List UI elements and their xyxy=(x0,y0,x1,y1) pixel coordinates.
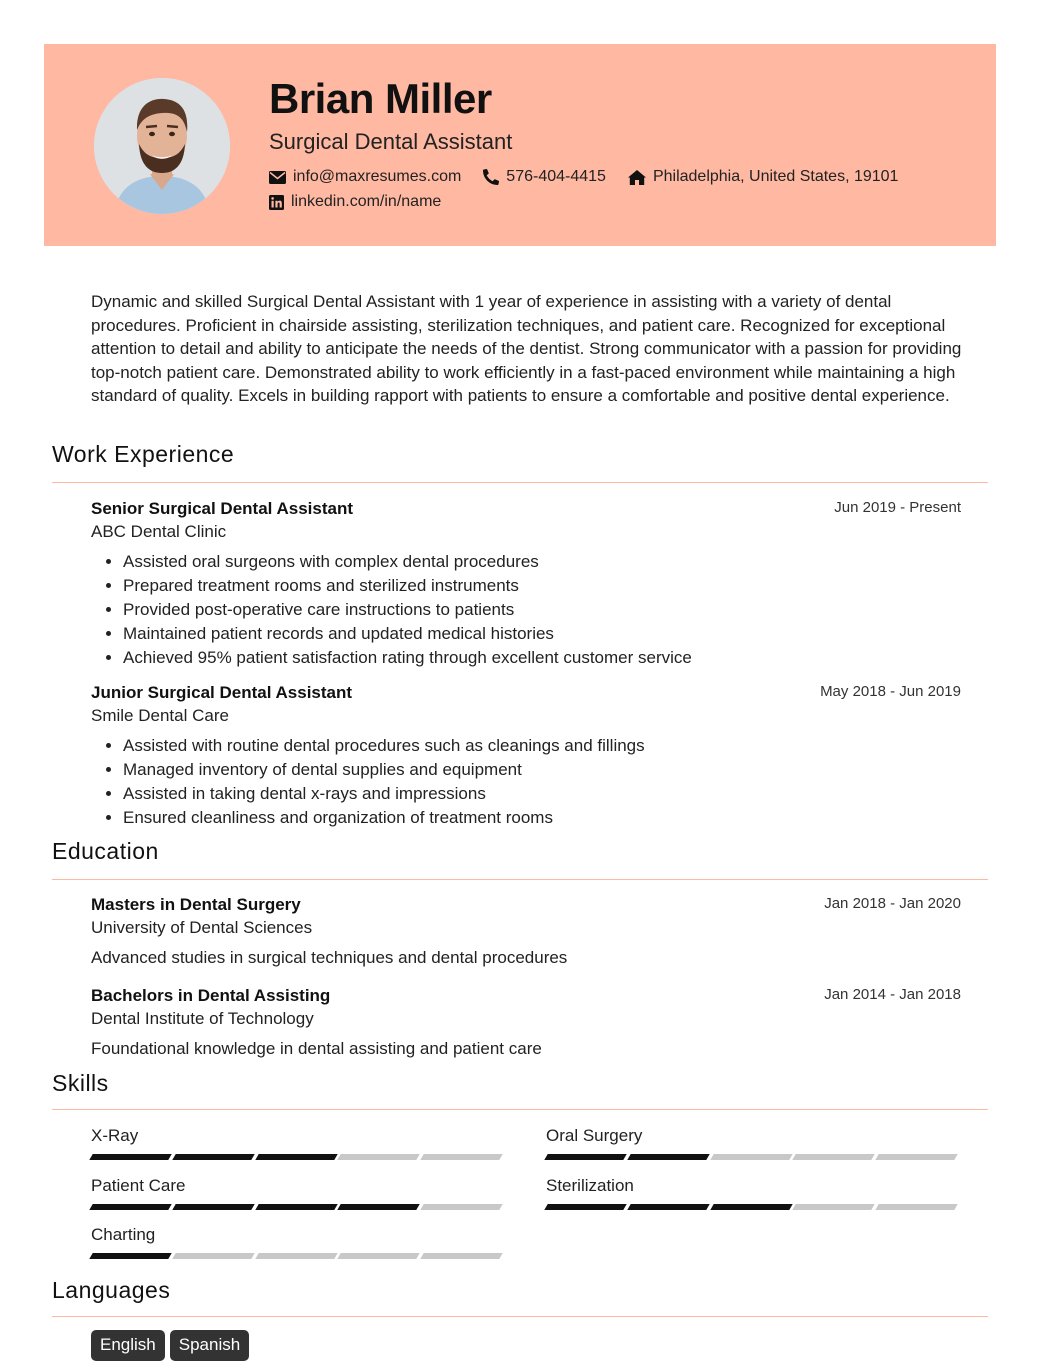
education-entry xyxy=(91,893,961,969)
skill-level-segment xyxy=(710,1154,793,1160)
skill-level-bar xyxy=(546,1204,960,1210)
skill-name: Charting xyxy=(91,1225,156,1244)
address-text: Philadelphia, United States, 19101 xyxy=(652,168,899,185)
skill-level-segment xyxy=(255,1154,338,1160)
education-entry xyxy=(91,984,961,1060)
contact-phone[interactable] xyxy=(483,168,606,186)
education-description: Advanced studies in surgical techniques and dental procedures xyxy=(91,948,568,967)
contact-info xyxy=(269,166,969,216)
candidate-name: Brian Miller xyxy=(269,75,492,122)
skill-level-bar xyxy=(91,1253,505,1259)
degree-title: Masters in Dental Surgery xyxy=(91,895,301,914)
summary-paragraph: Dynamic and skilled Surgical Dental Assistant with 1 year of experience in assisting with a variety of dental procedures. Proficient in chairside assisting, sterilization techniques, and patient care. Recognized for exceptional attention to detail and ability to anticipate the needs of the dentist. Strong communicator with a passion for providing top-notch patient care. Demonstrated ability to work efficiently in a fast-paced environment while maintaining a high standard of quality. Excels in building rapport with patients to ensure a comfortable and positive dental experience. xyxy=(91,292,962,405)
list-item: • Ensured cleanliness and organization of treatment rooms xyxy=(123,806,961,830)
skill-level-segment xyxy=(793,1154,876,1160)
contact-linkedin[interactable] xyxy=(269,193,441,211)
job-bullets xyxy=(91,734,961,830)
phone-icon xyxy=(483,169,499,185)
job-title: Junior Surgical Dental Assistant xyxy=(91,683,353,702)
skill-level-segment xyxy=(627,1204,710,1210)
language-tags xyxy=(91,1330,254,1361)
skill-level-segment xyxy=(172,1204,255,1210)
skill-level-segment xyxy=(89,1253,172,1259)
job-dates: May 2018 - Jun 2019 xyxy=(820,683,961,700)
section-title-skills: Skills xyxy=(52,1070,109,1096)
list-item: • Assisted oral surgeons with complex dental procedures xyxy=(123,550,961,574)
education-dates: Jan 2014 - Jan 2018 xyxy=(824,986,961,1003)
linkedin-text: linkedin.com/in/name xyxy=(291,193,442,210)
skill-level-segment xyxy=(420,1204,503,1210)
job-dates: Jun 2019 - Present xyxy=(834,499,961,516)
section-title-work: Work Experience xyxy=(52,441,235,467)
skill-level-segment xyxy=(627,1154,710,1160)
contact-address xyxy=(628,168,899,186)
skill-name: Sterilization xyxy=(546,1176,634,1195)
skill-level-segment xyxy=(875,1204,958,1210)
skill-level-segment xyxy=(338,1154,421,1160)
skill-level-segment xyxy=(89,1154,172,1160)
phone-text: 576-404-4415 xyxy=(506,168,606,185)
list-item: • Prepared treatment rooms and sterilized instruments xyxy=(123,574,961,598)
language-tag: English xyxy=(91,1330,165,1361)
work-entry xyxy=(91,497,961,670)
skill-level-segment xyxy=(89,1204,172,1210)
skill-item xyxy=(91,1224,505,1259)
skill-level-segment xyxy=(420,1253,503,1259)
work-entry xyxy=(91,681,961,830)
skill-item xyxy=(546,1175,960,1210)
skill-level-bar xyxy=(546,1154,960,1160)
email-text: info@maxresumes.com xyxy=(293,168,462,185)
skill-name: X-Ray xyxy=(91,1126,139,1145)
section-title-education: Education xyxy=(52,838,159,864)
section-divider xyxy=(52,1109,988,1110)
education-dates: Jan 2018 - Jan 2020 xyxy=(824,895,961,912)
skill-level-segment xyxy=(544,1154,627,1160)
section-divider xyxy=(52,1316,988,1317)
list-item: • Assisted with routine dental procedures such as cleanings and fillings xyxy=(123,734,961,758)
skill-level-segment xyxy=(172,1253,255,1259)
job-bullets xyxy=(91,550,961,670)
list-item: • Provided post-operative care instructions to patients xyxy=(123,598,961,622)
skill-level-segment xyxy=(420,1154,503,1160)
contact-email[interactable] xyxy=(269,168,461,186)
company-name: ABC Dental Clinic xyxy=(91,522,227,541)
degree-title: Bachelors in Dental Assisting xyxy=(91,986,331,1005)
skill-level-segment xyxy=(710,1204,793,1210)
school-name: University of Dental Sciences xyxy=(91,918,313,937)
resume-header xyxy=(44,44,996,246)
list-item: • Assisted in taking dental x-rays and impressions xyxy=(123,782,961,806)
skill-level-segment xyxy=(875,1154,958,1160)
candidate-title: Surgical Dental Assistant xyxy=(269,129,513,154)
skill-name: Patient Care xyxy=(91,1176,186,1195)
avatar xyxy=(94,78,230,214)
skill-level-bar xyxy=(91,1204,505,1210)
school-name: Dental Institute of Technology xyxy=(91,1009,314,1028)
skill-item xyxy=(91,1125,505,1160)
skill-level-segment xyxy=(255,1204,338,1210)
section-title-languages: Languages xyxy=(52,1277,171,1303)
skill-level-bar xyxy=(91,1154,505,1160)
section-divider xyxy=(52,879,988,880)
job-title: Senior Surgical Dental Assistant xyxy=(91,499,353,518)
contact-row xyxy=(269,191,969,213)
skill-level-segment xyxy=(255,1253,338,1259)
list-item: • Managed inventory of dental supplies and equipment xyxy=(123,758,961,782)
skill-level-segment xyxy=(338,1204,421,1210)
education-description: Foundational knowledge in dental assisting and patient care xyxy=(91,1039,542,1058)
skill-level-segment xyxy=(172,1154,255,1160)
skill-level-segment xyxy=(338,1253,421,1259)
skill-item xyxy=(546,1125,960,1160)
skill-name: Oral Surgery xyxy=(546,1126,643,1145)
contact-row xyxy=(269,166,969,188)
language-tag: Spanish xyxy=(170,1330,249,1361)
company-name: Smile Dental Care xyxy=(91,706,229,725)
linkedin-icon xyxy=(269,195,284,210)
section-divider xyxy=(52,482,988,483)
home-icon xyxy=(628,170,646,185)
list-item: • Maintained patient records and updated medical histories xyxy=(123,622,961,646)
envelope-icon xyxy=(269,171,286,184)
skill-level-segment xyxy=(793,1204,876,1210)
skill-item xyxy=(91,1175,505,1210)
list-item: • Achieved 95% patient satisfaction rating through excellent customer service xyxy=(123,646,961,670)
skill-level-segment xyxy=(544,1204,627,1210)
